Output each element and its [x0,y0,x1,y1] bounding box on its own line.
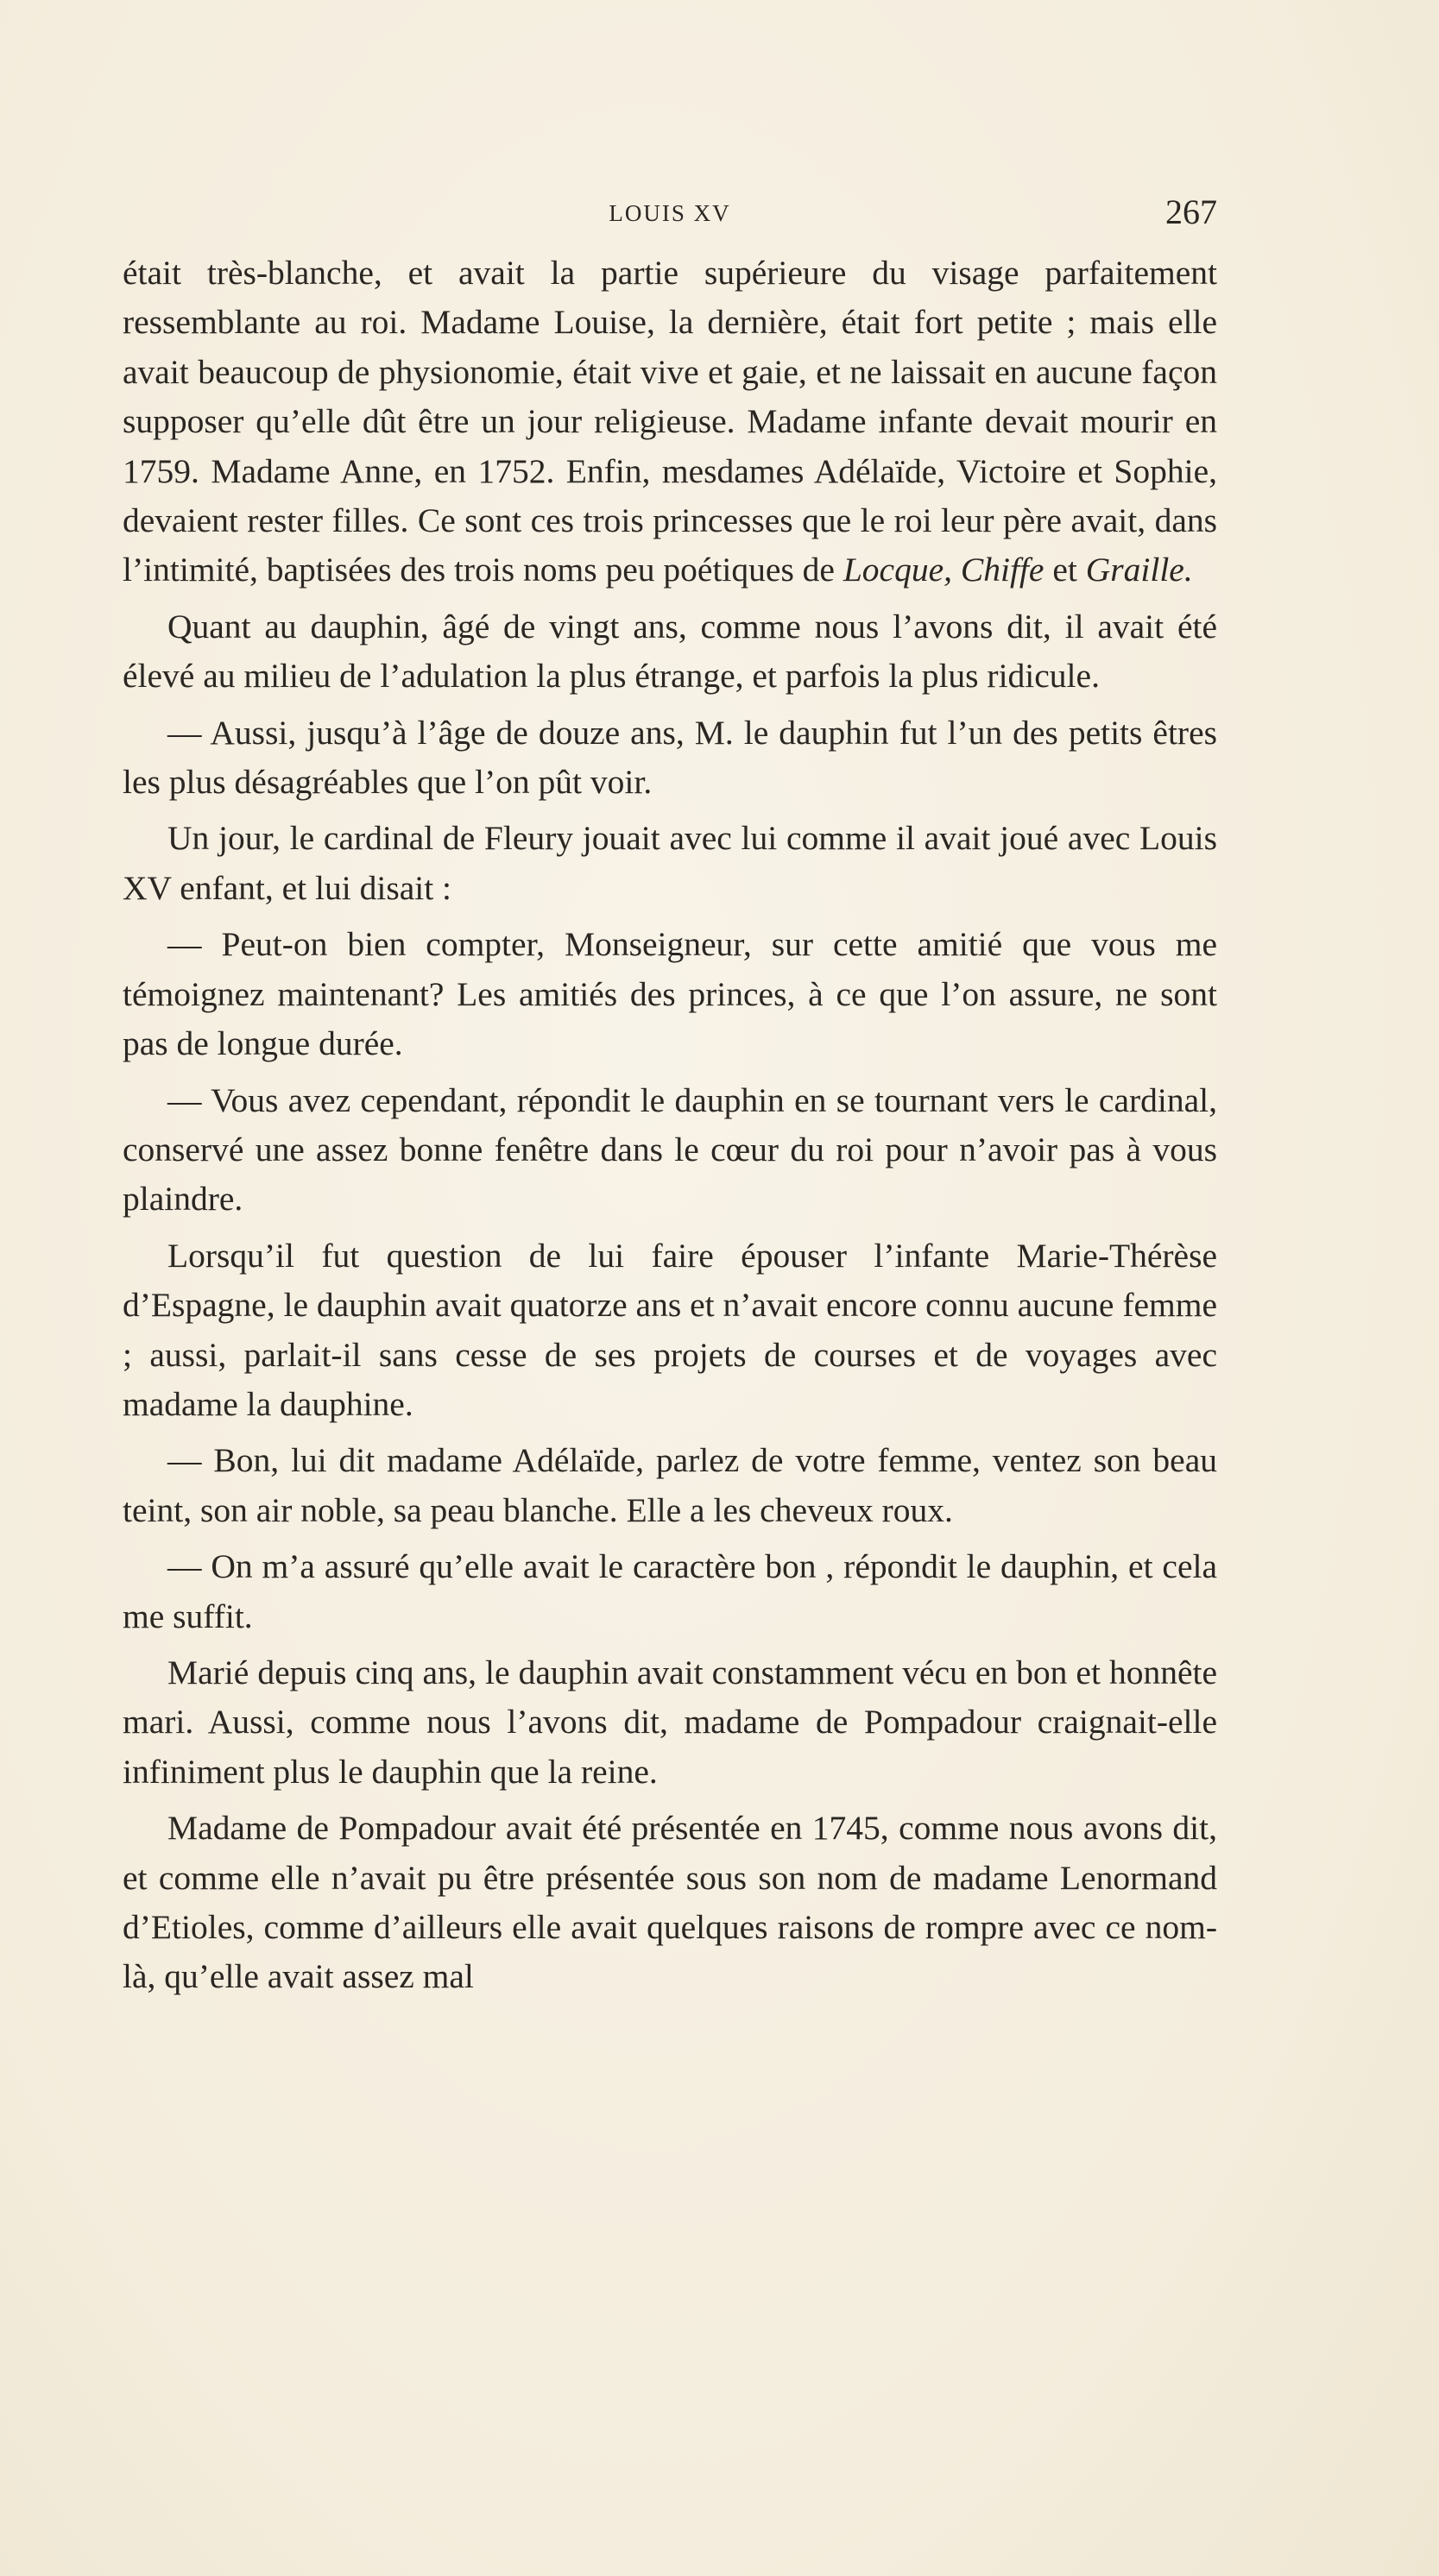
paragraph-1 [123,249,1217,595]
nickname-chiffe: Chiffe [960,551,1045,589]
paragraph-3: — Aussi, jusqu’à l’âge de douze ans, M. le dauphin fut l’un des petits êtres les plus désagréables que l’on pût voir. [123,713,1217,802]
page-number: 267 [1165,192,1217,231]
paragraph-11: Madame de Pompadour avait été présentée en 1745, comme nous avons dit, et comme elle n’avait pu être présentée sous son nom de madame Lenormand d’Etioles, comme d’ailleurs elle avait quelques raisons de rompre avec ce nom-là, qu’elle avait assez mal [123,1809,1217,1996]
paragraph-8: — Bon, lui dit madame Adélaïde, parlez de votre femme, ventez son beau teint, son air noble, sa peau blanche. Elle a les cheveux roux. [123,1441,1217,1529]
nickname-locque: Locque, [843,551,953,589]
paragraph-6: — Vous avez cependant, répondit le dauphin en se tournant vers le cardinal, conservé une assez bonne fenêtre dans le cœur du roi pour n’avoir pas à vous plaindre. [123,1080,1217,1219]
conjunction: et [1044,551,1086,589]
page-header [123,192,1217,231]
body-text [123,249,1217,2009]
paragraph-4: Un jour, le cardinal de Fleury jouait avec lui comme il avait joué avec Louis XV enfant, et lui disait : [123,819,1217,907]
paragraph-10: Marié depuis cinq ans, le dauphin avait constamment vécu en bon et honnête mari. Aussi, comme nous l’avons dit, madame de Pompadour craignait-elle infiniment plus le dauphin que la reine. [123,1653,1217,1791]
paragraph-7: Lorsqu’il fut question de lui faire épouser l’infante Marie-Thérèse d’Espagne, le dauphin avait quatorze ans et n’avait encore connu aucune femme ; aussi, parlait-il sans cesse de ses projets de courses et de voyages avec madame la dauphine. [123,1236,1217,1423]
paragraph-5: — Peut-on bien compter, Monseigneur, sur cette amitié que vous me témoignez maintenant? Les amitiés des princes, à ce que l’on assure, ne sont pas de longue durée. [123,925,1217,1063]
paragraph-1-text: était très-blanche, et avait la partie supérieure du visage parfaitement ressemblante au roi. Madame Louise, la dernière, était fort petite ; mais elle avait beaucoup de physionomie, était vive et gaie, et ne laissait en aucune façon supposer qu’elle dût être un jour religieuse. Madame infante devait mourir en 1759. Madame Anne, en 1752. Enfin, mesdames Adélaïde, Victoire et Sophie, devaient rester filles. Ce sont ces trois princesses que le roi leur père avait, dans l’intimité, baptisées des trois noms peu poétiques de [123,254,1217,589]
paragraph-2: Quant au dauphin, âgé de vingt ans, comme nous l’avons dit, il avait été élevé au milieu de l’adulation la plus étrange, et parfois la plus ridicule. [123,607,1217,696]
nickname-graille: Graille. [1085,551,1193,589]
paragraph-9: — On m’a assuré qu’elle avait le caractère bon , répondit le dauphin, et cela me suffit. [123,1547,1217,1635]
running-title: LOUIS XV [609,200,731,226]
